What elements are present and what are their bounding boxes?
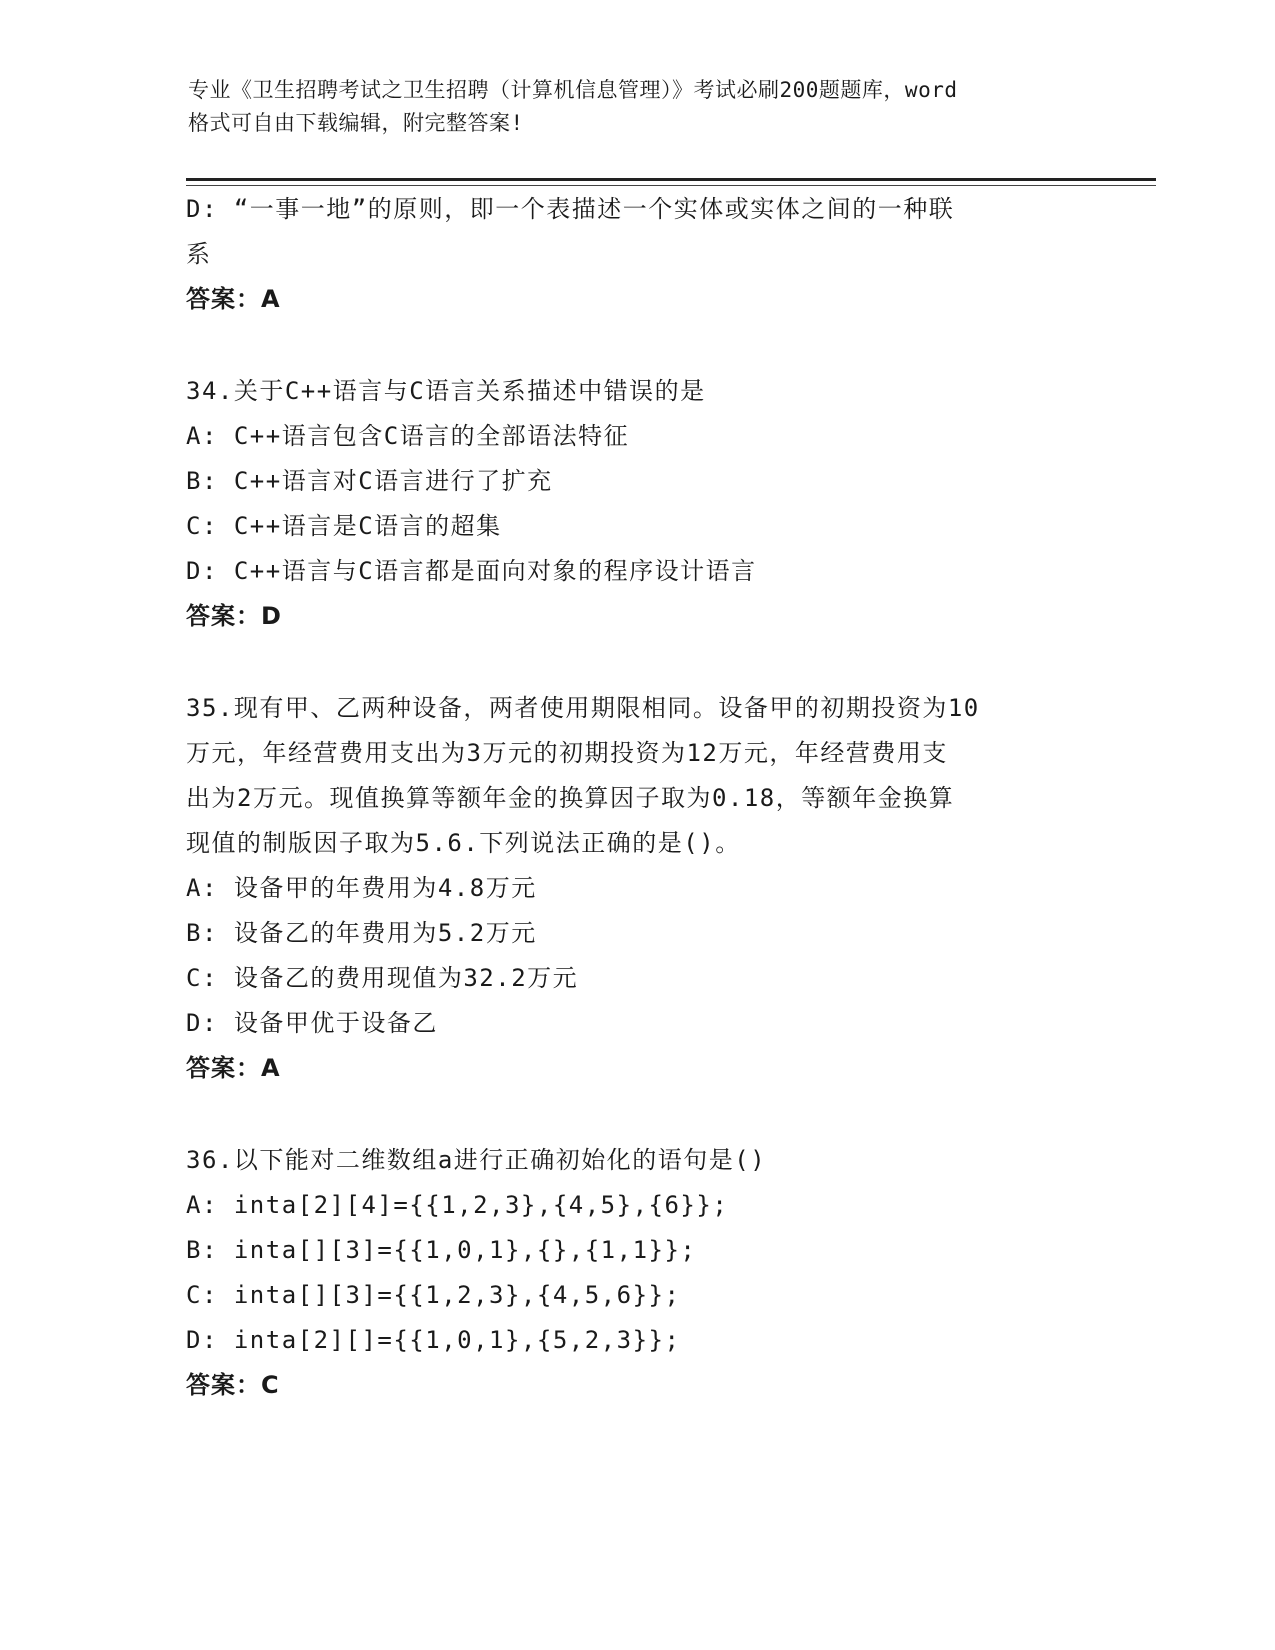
option-c: C: C++语言是C语言的超集 <box>186 512 502 540</box>
answer-line: 答案：C <box>186 1371 280 1399</box>
option-a: A: C++语言包含C语言的全部语法特征 <box>186 422 630 450</box>
answer-line: 答案：A <box>186 285 281 313</box>
option-c: C: 设备乙的费用现值为32.2万元 <box>186 964 579 992</box>
option-d: D: C++语言与C语言都是面向对象的程序设计语言 <box>186 557 757 585</box>
option-a: A: inta[2][4]={{1,2,3},{4,5},{6}}; <box>186 1191 729 1219</box>
option-b: B: inta[][3]={{1,0,1},{},{1,1}}; <box>186 1236 697 1264</box>
question-stem-line-2: 万元，年经营费用支出为3万元的初期投资为12万元，年经营费用支 <box>186 739 948 767</box>
question-spacer <box>186 639 1086 686</box>
option-d: D: 设备甲优于设备乙 <box>186 1009 438 1037</box>
question-35 <box>186 686 1086 1091</box>
question-spacer <box>186 322 1086 369</box>
question-36 <box>186 1138 1086 1408</box>
option-d: D: inta[2][]={{1,0,1},{5,2,3}}; <box>186 1326 681 1354</box>
option-a: A: 设备甲的年费用为4.8万元 <box>186 874 537 902</box>
answer-line: 答案：D <box>186 602 282 630</box>
document-body <box>186 187 1086 1408</box>
document-header <box>188 74 1088 140</box>
answer-line: 答案：A <box>186 1054 281 1082</box>
question-spacer <box>186 1091 1086 1138</box>
option-b: B: 设备乙的年费用为5.2万元 <box>186 919 537 947</box>
option-c: C: inta[][3]={{1,2,3},{4,5,6}}; <box>186 1281 681 1309</box>
header-divider-thin <box>186 185 1156 186</box>
question-stem-line-4: 现值的制版因子取为5.6.下列说法正确的是()。 <box>186 829 741 857</box>
question-stem-line-1: 35.现有甲、乙两种设备，两者使用期限相同。设备甲的初期投资为10 <box>186 694 980 722</box>
question-34 <box>186 369 1086 639</box>
option-b: B: C++语言对C语言进行了扩充 <box>186 467 553 495</box>
header-divider-thick <box>186 178 1156 181</box>
header-line-1: 专业《卫生招聘考试之卫生招聘（计算机信息管理）》考试必刷200题题库，word <box>188 78 958 102</box>
question-stem: 36.以下能对二维数组a进行正确初始化的语句是() <box>186 1146 767 1174</box>
header-line-2: 格式可自由下载编辑，附完整答案! <box>188 111 524 135</box>
question-stem: 34.关于C++语言与C语言关系描述中错误的是 <box>186 377 706 405</box>
question-stem-line-3: 出为2万元。现值换算等额年金的换算因子取为0.18，等额年金换算 <box>186 784 955 812</box>
option-d: D: “一事一地”的原则，即一个表描述一个实体或实体之间的一种联 <box>186 195 955 223</box>
continued-question <box>186 187 1086 322</box>
option-d-continuation: 系 <box>186 240 212 268</box>
